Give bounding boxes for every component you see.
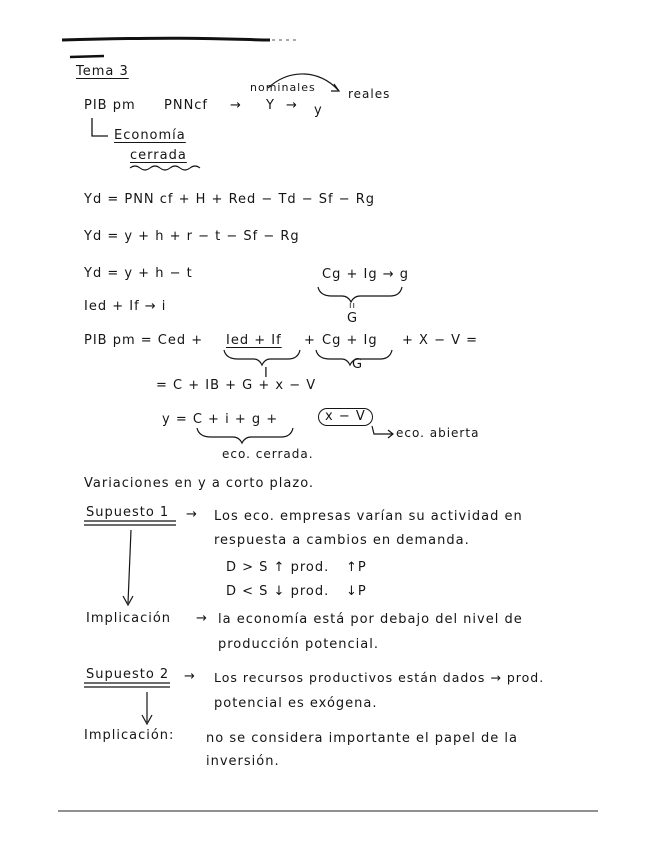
brace-G-label: G [352, 357, 364, 372]
equation-yd-1: Yd = PNN cf + H + Red − Td − Sf − Rg [84, 192, 376, 207]
implicacion-1-label: Implicación [86, 611, 172, 626]
pnncf-label: PNNcf [164, 98, 209, 113]
implicacion-1-text-2: producción potencial. [218, 637, 379, 652]
supuesto-2-text-1: Los recursos productivos están dados → prod. [214, 670, 545, 685]
eco-cerrada-label: eco. cerrada. [222, 447, 314, 461]
equation-yd-2: Yd = y + h + r − t − Sf − Rg [84, 229, 300, 244]
pib-line-ied: Ied + If [226, 333, 282, 348]
x-v-circled: x − V [318, 408, 373, 426]
supuesto-1-text-1: Los eco. empresas varían su actividad en [214, 509, 523, 524]
implicacion-2-text-2: inversión. [206, 754, 280, 769]
arrow-1: → [230, 98, 242, 113]
arrow-2: → [286, 98, 298, 113]
equation-yd-3: Yd = y + h − t [84, 266, 193, 281]
supuesto-1-row-2: D < S ↓ prod. [226, 584, 330, 599]
supuesto-1-label: Supuesto 1 [86, 505, 170, 520]
implicacion-2-label: Implicación: [84, 728, 175, 743]
pib-pm-label: PIB pm [84, 98, 136, 113]
variaciones-heading: Variaciones en y a corto plazo. [84, 476, 315, 491]
supuesto-1-row-1: D > S ↑ prod. [226, 560, 330, 575]
pib-line-a: PIB pm = Ced + [84, 333, 204, 348]
pib-line-cg: Cg + Ig [322, 333, 378, 348]
supuesto-1-row-1-mark: ↑P [346, 560, 367, 575]
ied-ip-equation: Ied + If → i [84, 299, 167, 314]
y-label: Y [266, 98, 275, 113]
eco-abierta-label: eco. abierta [396, 426, 480, 440]
cg-ig-equals: ıı [349, 301, 357, 311]
cerrada-label: cerrada [130, 148, 187, 163]
supuesto-1-row-2-mark: ↓P [346, 584, 367, 599]
nominales-label: nominales [250, 81, 316, 94]
equation-y: y = C + i + g + [162, 412, 279, 427]
supuesto-2-arrow: → [184, 669, 196, 684]
pib-line-plus: + [304, 333, 316, 348]
cg-ig-equation: Cg + Ig → g [322, 267, 409, 282]
pib-line-xv: + X − V = [402, 333, 479, 348]
equation-c: = C + IB + G + x − V [156, 378, 317, 393]
supuesto-1-arrow: → [186, 507, 198, 522]
implicacion-2-text-1: no se considera importante el papel de la [206, 731, 518, 746]
supuesto-2-text-2: potencial es exógena. [214, 696, 378, 711]
economia-label: Economía [114, 128, 186, 143]
implicacion-1-text-1: la economía está por debajo del nivel de [218, 612, 523, 627]
y-real-label: y [314, 103, 323, 118]
implicacion-1-arrow: → [196, 611, 208, 626]
brace-I-label: I [264, 366, 269, 381]
supuesto-2-label: Supuesto 2 [86, 667, 170, 682]
reales-label: reales [348, 87, 391, 101]
cg-ig-G: G [347, 311, 359, 326]
supuesto-1-text-2: respuesta a cambios en demanda. [214, 533, 470, 548]
page-title: Tema 3 [76, 64, 129, 79]
